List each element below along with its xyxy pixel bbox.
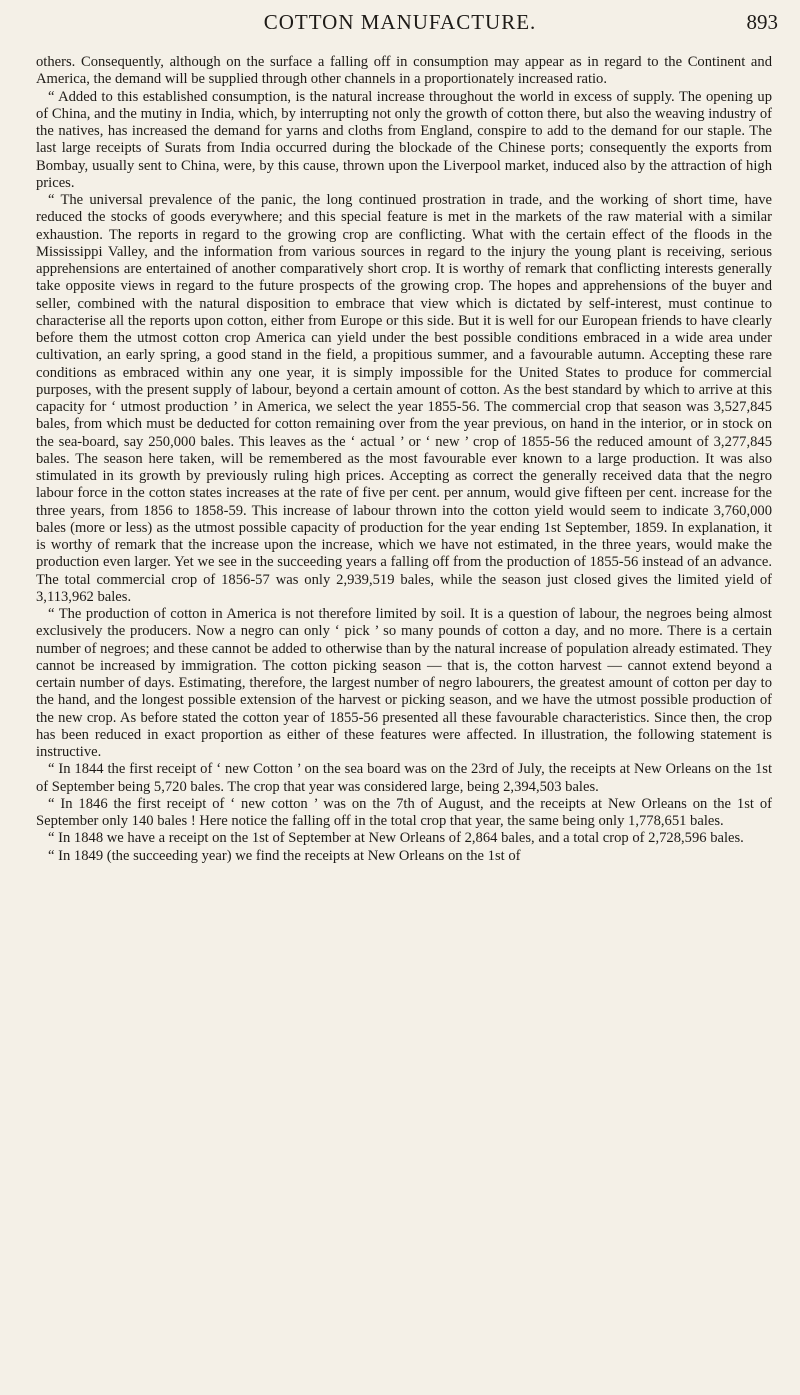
paragraph: “ The universal prevalence of the panic, the long continued prostration in trade, and the working of short time, have reduced the stocks of goods everywhere; and this special feature is met in the markets of the raw material with a similar exhaustion. The reports in regard to the growing crop are conflicting. What with the certain effect of the floods in the Mississippi Valley, and the information from various sources in regard to the injury the young plant is receiving, serious apprehensions are entertained of another comparatively short crop. It is worthy of remark that conflicting interests generally take opposite views in regard to the future prospects of the growing crop. The hopes and apprehensions of the buyer and seller, combined with the natural disposition to embrace that view which is dictated by self-interest, must continue to characterise all the reports upon cotton, either from Europe or this side. But it is well for our European friends to have clearly before them the utmost cotton crop America can yield under the best possible conditions embraced in a wide area under cultivation, an early spring, a good stand in the field, a propitious summer, and a favourable autumn. Accepting these rare conditions as embraced within any one year, it is simply impossible for the United States to produce for commercial purposes, with the present supply of labour, beyond a certain amount of cotton. As the best standard by which to arrive at this capacity for ‘ utmost production ’ in America, we select the year 1855-56. The commercial crop that season was 3,527,845 bales, from which must be deducted for cotton remaining over from the year previous, on hand in the interior, or in stock on the sea-board, say 250,000 bales. This leaves as the ‘ actual ’ or ‘ new ’ crop of 1855-56 the reduced amount of 3,277,845 bales. The season here taken, will be remembered as the most favourable ever known to a large production. It was also stimulated in its growth by previously ruling high prices. Accepting as correct the generally received data that the negro labour force in the cotton states increases at the rate of five per cent. per annum, would give fifteen per cent. increase for the three years, from 1856 to 1858-59. This increase of labour thrown into the cotton yield would seem to indicate 3,760,000 bales (more or less) as the utmost possible capacity of production for the year ending 1st September, 1859. In explanation, it is worthy of remark that the increase upon the increase, which we have not estimated, in the three years, would make the production even larger. Yet we see in the succeeding years a falling off from the production of 1855-56 instead of an advance. The total commercial crop of 1856-57 was only 2,939,519 bales, while the season just closed gives the limited yield of 3,113,962 bales.: [36, 192, 772, 605]
paragraph: “ Added to this established consumption, is the natural increase throughout the world in excess of supply. The opening up of China, and the mutiny in India, which, by interrupting not only the growth of cotton there, but also the weaving industry of the natives, has increased the demand for yarns and cloths from England, conspire to add to the demand for our staple. The last large receipts of Surats from India occurred during the blockade of the Chinese ports; consequently the exports from Bombay, usually sent to China, were, by this cause, thrown upon the Liverpool market, induced also by the attraction of high prices.: [36, 88, 772, 191]
running-head: [0, 10, 800, 36]
running-title: COTTON MANUFACTURE.: [263, 10, 537, 34]
body-text: [36, 54, 772, 865]
paragraph: others. Consequently, although on the surface a falling off in consumption may appear as in regard to the Continent and America, the demand will be supplied through other channels in a proportionately increased ratio.: [36, 54, 772, 88]
page-number: 893: [746, 10, 778, 34]
paragraph: “ The production of cotton in America is not therefore limited by soil. It is a question of labour, the negroes being almost exclusively the producers. Now a negro can only ‘ pick ’ so many pounds of cotton a day, and no more. There is a certain number of negroes; and these cannot be added to otherwise than by the natural increase of population already estimated. They cannot be increased by immigration. The cotton picking season — that is, the cotton harvest — cannot extend beyond a certain number of days. Estimating, therefore, the largest number of negro labourers, the greatest amount of cotton per day to the hand, and the longest possible extension of the harvest or picking season, and we have the utmost possible production of the new crop. As before stated the cotton year of 1855-56 presented all these favourable characteristics. Since then, the crop has been reduced in exact proportion as either of these features were affected. In illustration, the following statement is instructive.: [36, 606, 772, 760]
paragraph: “ In 1846 the first receipt of ‘ new cotton ’ was on the 7th of August, and the receipts at New Orleans on the 1st of September only 140 bales ! Here notice the falling off in the total crop that year, the same being only 1,778,651 bales.: [36, 795, 772, 829]
paragraph: “ In 1849 (the succeeding year) we find the receipts at New Orleans on the 1st of: [48, 847, 521, 864]
paragraph: “ In 1844 the first receipt of ‘ new Cotton ’ on the sea board was on the 23rd of July, the receipts at New Orleans on the 1st of September being 5,720 bales. The crop that year was considered large, being 2,394,503 bales.: [36, 761, 772, 795]
paragraph: “ In 1848 we have a receipt on the 1st of September at New Orleans of 2,864 bales, and a total crop of 2,728,596 bales.: [48, 830, 744, 847]
